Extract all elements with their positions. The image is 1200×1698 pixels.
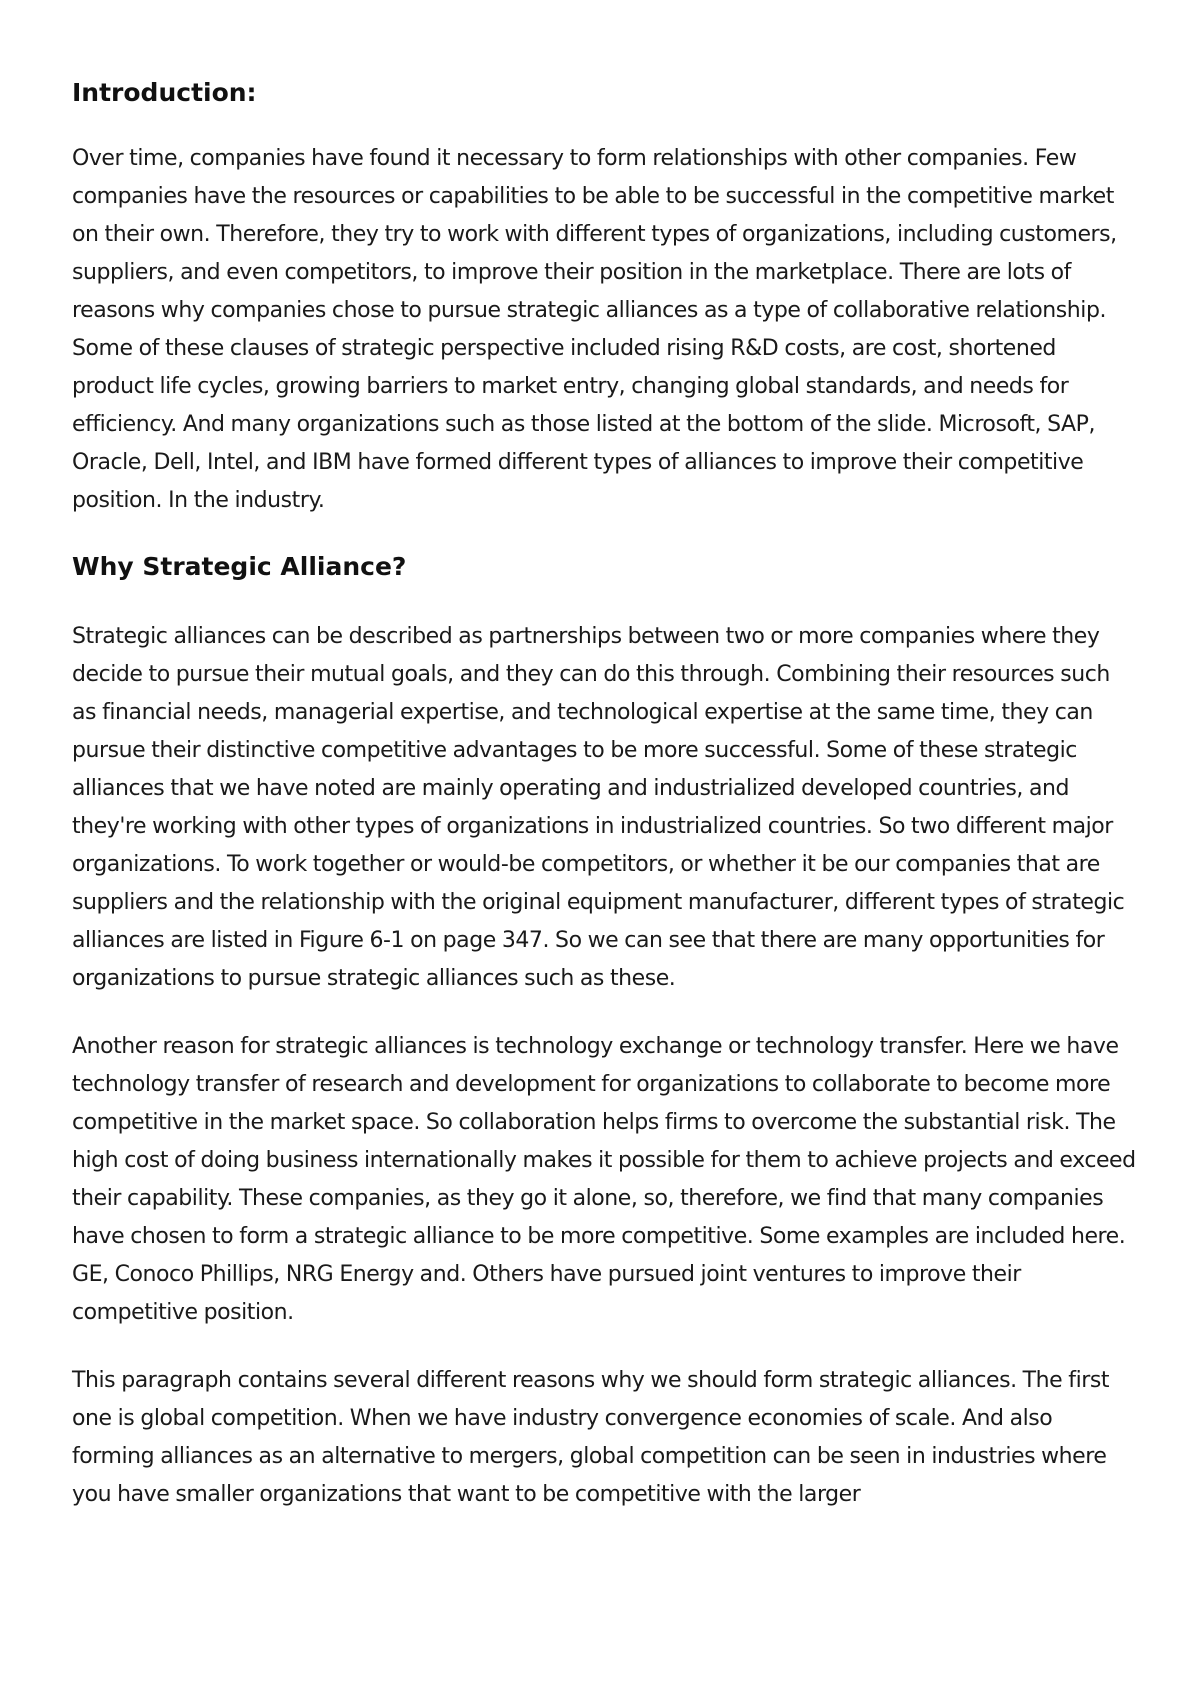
section-heading-why-strategic-alliance: Why Strategic Alliance? <box>72 552 407 581</box>
paragraph-reasons: This paragraph contains several different reasons why we should form strategic alliances. The first one is global competition. When we have industry convergence economies of scale. And also forming alliances as an alternative to mergers, global competition can be seen in industries where you have smaller organizations that want to be competitive with the larger <box>72 1368 1110 1507</box>
document-page <box>72 60 1138 1544</box>
section-heading-introduction: Introduction: <box>72 78 257 107</box>
paragraph-definition: Strategic alliances can be described as partnerships between two or more companies where they decide to pursue their mutual goals, and they can do this through. Combining their resources such as financial needs, managerial expertise, and technological expertise at the same time, they can pursue their distinctive competitive advantages to be more successful. Some of these strategic alliances that we have noted are mainly operating and industrialized developed countries, and they're working with other types of organizations in industrialized countries. So two different major organizations. To work together or would-be competitors, or whether it be our companies that are suppliers and the relationship with the original equipment manufacturer, different types of strategic alliances are listed in Figure 6-1 on page 347. So we can see that there are many opportunities for organizations to pursue strategic alliances such as these. <box>72 624 1125 991</box>
paragraph-introduction: Over time, companies have found it necessary to form relationships with other companies. Few companies have the resources or capabilities to be able to be successful in the competitive market on their own. Therefore, they try to work with different types of organizations, including customers, suppliers, and even competitors, to improve their position in the marketplace. There are lots of reasons why companies chose to pursue strategic alliances as a type of collaborative relationship. Some of these clauses of strategic perspective included rising R&D costs, are cost, shortened product life cycles, growing barriers to market entry, changing global standards, and needs for efficiency. And many organizations such as those listed at the bottom of the slide. Microsoft, SAP, Oracle, Dell, Intel, and IBM have formed different types of alliances to improve their competitive position. In the industry. <box>72 146 1117 513</box>
paragraph-technology-transfer: Another reason for strategic alliances is technology exchange or technology transfer. Here we have technology transfer of research and development for organizations to collaborate to become more competitive in the market space. So collaboration helps firms to overcome the substantial risk. The high cost of doing business internationally makes it possible for them to achieve projects and exceed their capability. These companies, as they go it alone, so, therefore, we find that many companies have chosen to form a strategic alliance to be more competitive. Some examples are included here. GE, Conoco Phillips, NRG Energy and. Others have pursued joint ventures to improve their competitive position. <box>72 1034 1136 1325</box>
